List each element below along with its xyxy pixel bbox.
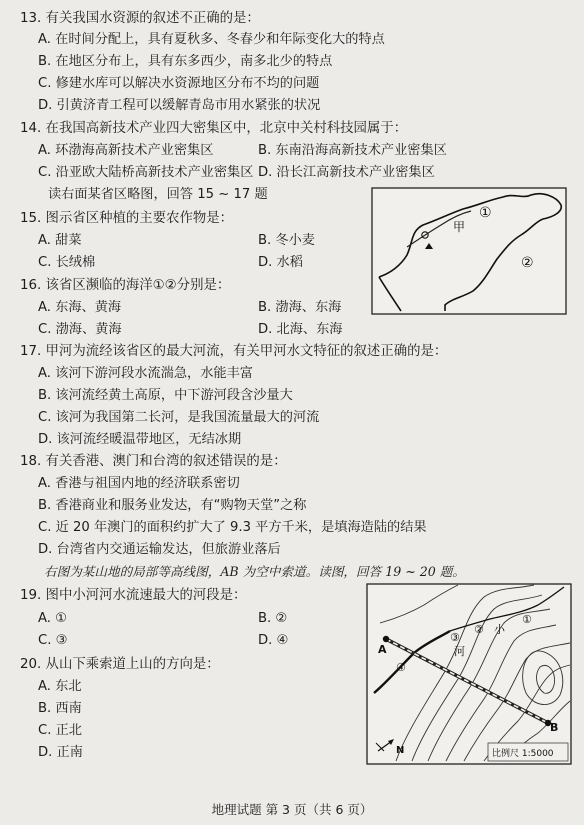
q13-option-d: D. 引黄济青工程可以缓解青岛市用水紧张的状况 [38, 98, 321, 113]
q15-option-a: A. 甜菜 [38, 233, 82, 248]
q14-option-c: C. 沿亚欧大陆桥高新技术产业密集区 [38, 165, 254, 180]
q17-option-c: C. 该河为我国第二长河，是我国流量最大的河流 [38, 410, 320, 425]
segment-2-label: ② [474, 623, 484, 636]
q16-stem: 16. 该省区濒临的海洋①②分别是： [20, 278, 231, 293]
q18-option-d: D. 台湾省内交通运输发达，但旅游业落后 [38, 542, 281, 557]
q13-option-c: C. 修建水库可以解决水资源地区分布不均的问题 [38, 76, 320, 91]
q18-option-b: B. 香港商业和服务业发达，有“购物天堂”之称 [38, 498, 307, 513]
q16-option-a: A. 东海、黄海 [38, 300, 122, 315]
q20-option-c: C. 正北 [38, 723, 82, 738]
q16-option-c: C. 渤海、黄海 [38, 322, 122, 337]
river-label: 河 [454, 645, 465, 658]
q20-option-d: D. 正南 [38, 745, 83, 760]
q19-option-a: A. ① [38, 611, 67, 626]
segment-4-label: ④ [396, 661, 406, 674]
q20-stem: 20. 从山下乘索道上山的方向是： [20, 657, 220, 672]
q19-stem: 19. 图中小河河水流速最大的河段是： [20, 588, 247, 603]
province-map [371, 187, 567, 315]
river-jia-label: 甲 [453, 220, 466, 234]
segment-1-label: ① [522, 613, 532, 626]
q17-option-b: B. 该河流经黄土高原，中下游河段含沙量大 [38, 388, 293, 403]
q17-option-a: A. 该河下游河段水流湍急，水能丰富 [38, 366, 253, 381]
q15-option-c: C. 长绒棉 [38, 255, 96, 270]
q18-stem: 18. 有关香港、澳门和台湾的叙述错误的是： [20, 454, 287, 469]
q18-option-a: A. 香港与祖国内地的经济联系密切 [38, 476, 240, 491]
q13-option-b: B. 在地区分布上，具有东多西少，南多北少的特点 [38, 54, 333, 69]
q17-option-d: D. 该河流经暖温带地区，无结冰期 [38, 432, 242, 447]
q18-option-c: C. 近 20 年澳门的面积约扩大了 9.3 平方千米，是填海造陆的结果 [38, 520, 427, 535]
q14-stem: 14. 在我国高新技术产业四大密集区中，北京中关村科技园属于： [20, 121, 408, 136]
point-b-label: B [550, 721, 559, 734]
point-a-label: A [378, 643, 387, 656]
q20-option-b: B. 西南 [38, 701, 82, 716]
q19-option-b: B. ② [258, 611, 288, 626]
q17-stem: 17. 甲河为流经该省区的最大河流，有关甲河水文特征的叙述正确的是： [20, 344, 448, 359]
q14-option-a: A. 环渤海高新技术产业密集区 [38, 143, 214, 158]
contour-map [366, 583, 572, 765]
intro-15-17: 读右面某省区略图，回答 15 ~ 17 题 [48, 187, 268, 202]
q15-stem: 15. 图示省区种植的主要农作物是： [20, 211, 234, 226]
q16-option-d: D. 北海、东海 [258, 322, 343, 337]
scale-label: 比例尺 1:5000 [492, 749, 554, 759]
page-footer: 地理试题 第 3 页（共 6 页） [211, 802, 373, 817]
q13-option-a: A. 在时间分配上，具有夏秋多、冬春少和年际变化大的特点 [38, 32, 385, 47]
q14-option-b: B. 东南沿海高新技术产业密集区 [258, 143, 447, 158]
segment-3-label: ③ [450, 631, 460, 644]
q13-stem: 13. 有关我国水资源的叙述不正确的是： [20, 11, 260, 26]
q16-option-b: B. 渤海、东海 [258, 300, 342, 315]
q20-option-a: A. 东北 [38, 679, 82, 694]
q14-option-d: D. 沿长江高新技术产业密集区 [258, 165, 435, 180]
q19-option-d: D. ④ [258, 633, 289, 648]
intro-19-20: 右图为某山地的局部等高线图，AB 为空中索道。读图，回答 19 ~ 20 题。 [44, 564, 465, 579]
north-label: N [396, 745, 405, 756]
q15-option-d: D. 水稻 [258, 255, 303, 270]
sea-2-label: ② [521, 255, 534, 271]
small-river-label: 小 [494, 623, 505, 636]
sea-1-label: ① [479, 205, 492, 221]
q15-option-b: B. 冬小麦 [258, 233, 315, 248]
q19-option-c: C. ③ [38, 633, 68, 648]
